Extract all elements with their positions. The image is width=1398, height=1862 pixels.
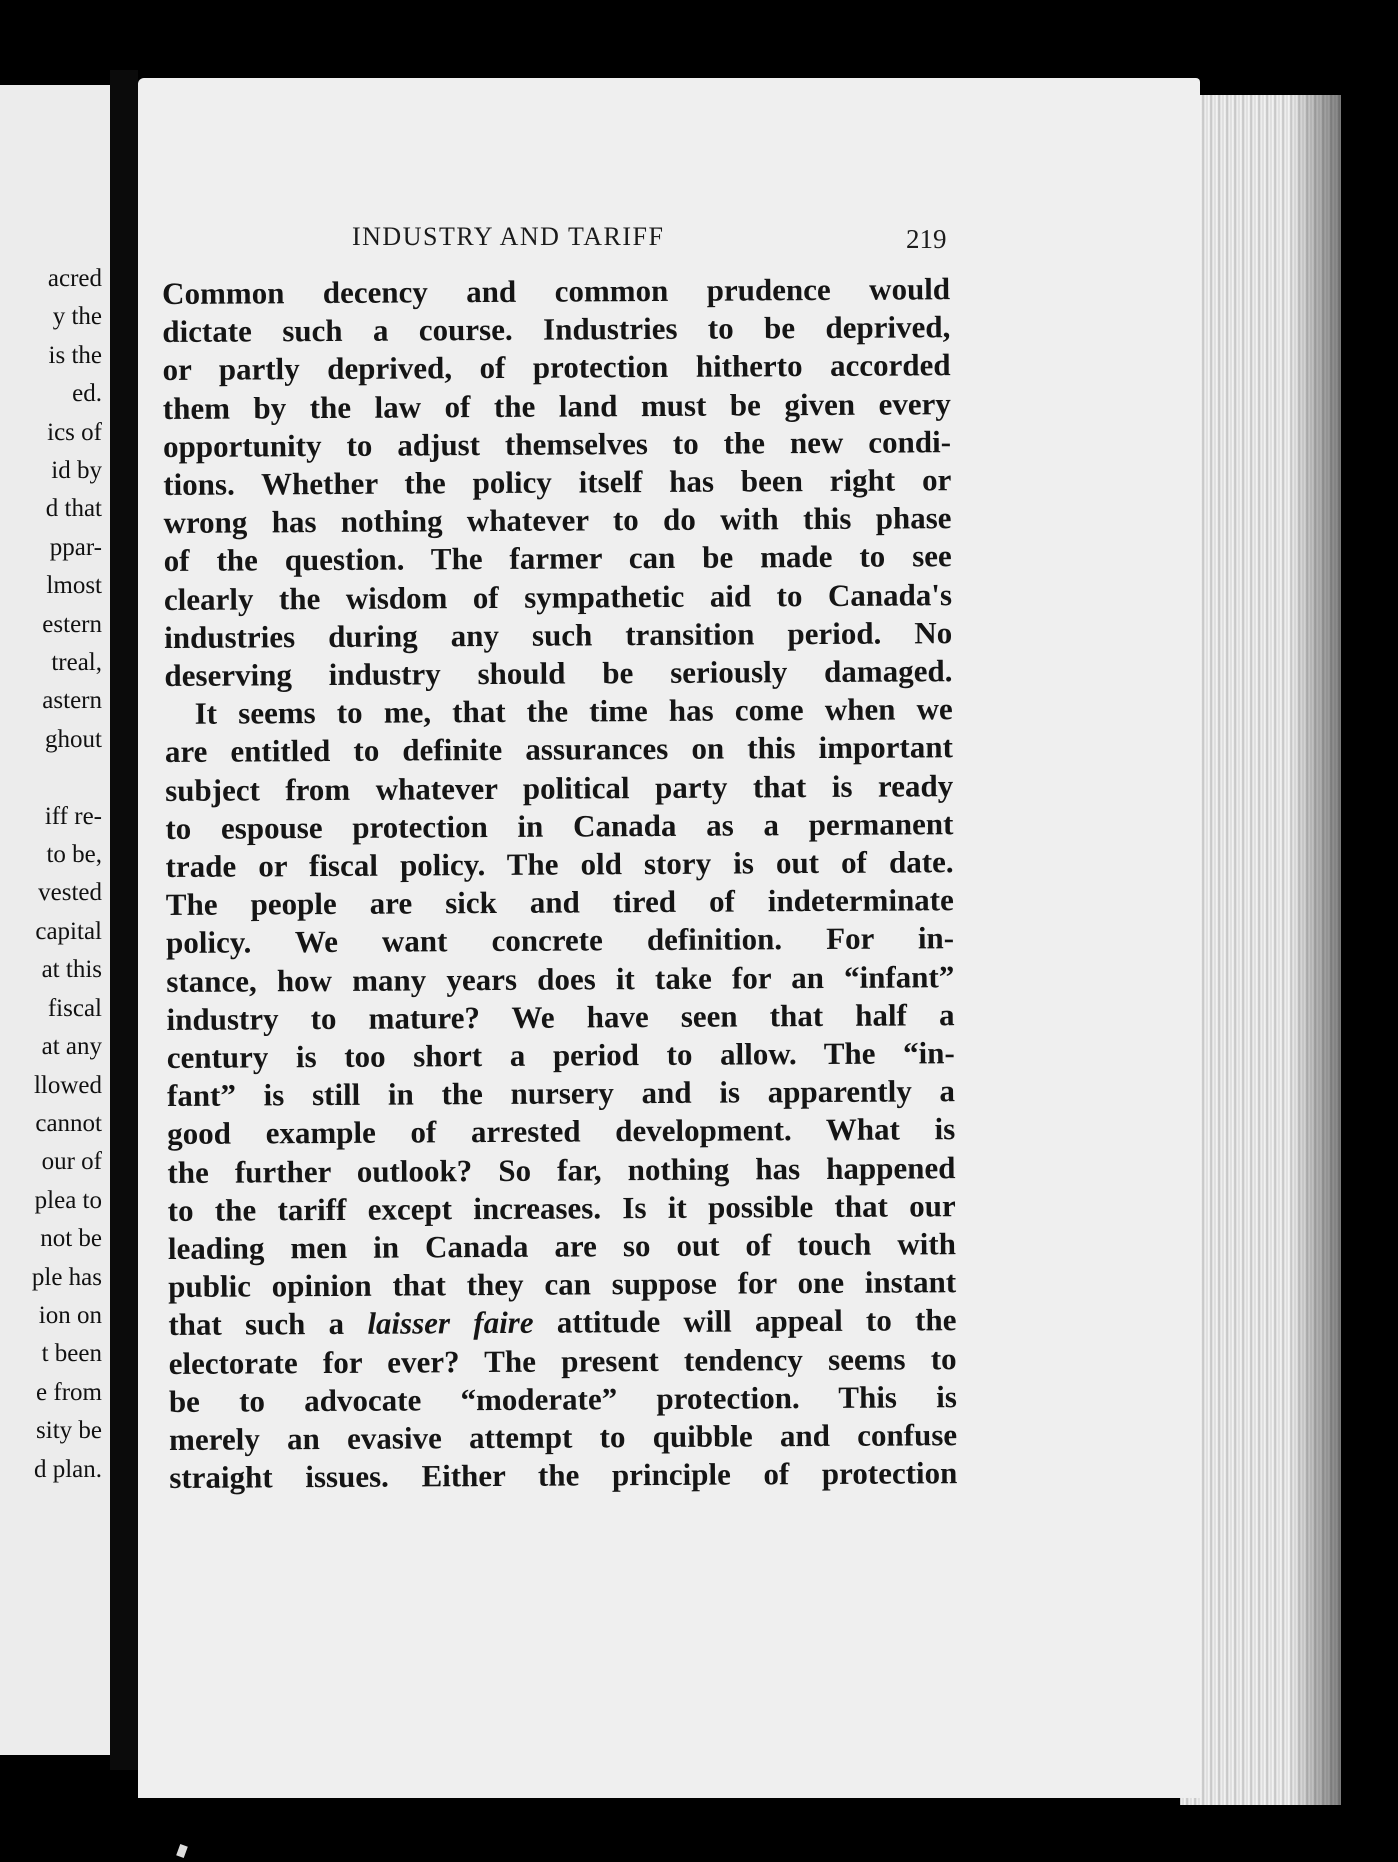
left-page-line: d plan. [33, 1455, 102, 1483]
text-line: leading men in Canada are so out of touch with [167, 1226, 957, 1267]
left-page-line: treal, [51, 649, 102, 677]
text-line: to the tariff except increases. Is it possible that our [167, 1188, 956, 1228]
text-line: are entitled to definite assurances on this important [164, 729, 954, 770]
text-line: be to advocate “moderate” protection. This is [168, 1379, 957, 1419]
left-page-line: t been [41, 1340, 102, 1368]
scan-speck [176, 1844, 188, 1858]
left-page-line: to be, [46, 841, 102, 869]
left-page-line: at this [41, 956, 102, 984]
text-line: straight issues. Either the principle of protection [169, 1455, 958, 1496]
text-line: industries during any such transition period. No [164, 615, 953, 655]
text-line: It seems to me, that the time has come when we [194, 691, 953, 732]
left-page-line: capital [35, 917, 102, 945]
left-page-line: e from [36, 1378, 102, 1406]
text-line: of the question. The farmer can be made to see [163, 538, 952, 579]
text-line: The people are sick and tired of indeterminate [165, 882, 954, 923]
text-line: good example of arrested development. What is [167, 1111, 956, 1152]
left-page-line: sity be [36, 1417, 102, 1445]
body-text [162, 270, 957, 1497]
text-line: electorate for ever? The present tendency seems to [168, 1340, 957, 1381]
text-line: stance, how many years does it take for an “infant” [166, 958, 955, 999]
text-line: deserving industry should be seriously damaged. [164, 653, 953, 694]
text-line: wrong has nothing whatever to do with this phase [163, 500, 952, 541]
left-page-line [0, 759, 102, 797]
text-line: them by the law of the land must be given every [162, 385, 951, 426]
text-line: trade or fiscal policy. The old story is out of date. [165, 844, 954, 885]
left-page-line: estern [42, 610, 102, 638]
left-page-text [0, 260, 102, 1489]
text-line: Common decency and common prudence would [162, 271, 951, 311]
text-line: public opinion that they can suppose for one instant [168, 1264, 957, 1305]
left-page-line: at any [41, 1033, 102, 1061]
left-page-line: our of [41, 1148, 102, 1176]
text-line: tions. Whether the policy itself has been right or [163, 462, 952, 503]
left-page-line: iff re- [44, 802, 102, 830]
text-line: fant” is still in the nursery and is apparently a [166, 1073, 956, 1114]
left-page-line: id by [51, 457, 102, 485]
text-line: opportunity to adjust themselves to the new condi- [162, 423, 952, 464]
running-head: INDUSTRY AND TARIFF [352, 222, 665, 251]
left-page-line: fiscal [47, 994, 102, 1022]
left-facing-page [0, 85, 110, 1755]
left-page-line: astern [42, 687, 102, 715]
left-page-line: lmost [46, 572, 102, 600]
left-page-line: ghout [45, 725, 102, 753]
left-page-line: vested [38, 879, 102, 907]
text-line: that such a laisser faire attitude will appeal to the [168, 1302, 957, 1343]
text-line: clearly the wisdom of sympathetic aid to Canada's [163, 576, 953, 617]
page-number: 219 [906, 224, 947, 254]
left-page-line: ion on [38, 1301, 102, 1329]
left-page-line: d that [45, 495, 102, 523]
text-line: or partly deprived, of protection hitherto accorded [162, 347, 951, 388]
text-line: dictate such a course. Industries to be deprived, [162, 309, 951, 350]
left-page-line: y the [52, 303, 102, 331]
text-line: the further outlook? So far, nothing has happened [167, 1149, 956, 1190]
book-gutter [110, 70, 138, 1770]
left-page-line: llowed [33, 1071, 102, 1099]
text-line: subject from whatever political party that is ready [165, 767, 954, 808]
text-line: policy. We want concrete definition. For in- [165, 920, 955, 961]
left-page-line: acred [47, 265, 102, 292]
left-page-line: is the [48, 341, 102, 369]
left-page-line: ed. [72, 380, 102, 408]
left-page-line: ple has [31, 1263, 102, 1291]
text-line: to espouse protection in Canada as a permanent [165, 806, 954, 846]
text-line: merely an evasive attempt to quibble and confuse [169, 1417, 958, 1458]
text-line: century is too short a period to allow. The “in- [166, 1035, 955, 1076]
page-edge-shadow [1290, 95, 1350, 1805]
left-page-line: ppar- [49, 533, 102, 561]
left-page-line: cannot [35, 1109, 102, 1137]
left-page-line: plea to [34, 1186, 102, 1214]
left-page-line: ics of [47, 418, 102, 446]
text-line: industry to mature? We have seen that half a [166, 997, 955, 1037]
italic-phrase: laisser faire [367, 1305, 534, 1342]
left-page-line: not be [40, 1225, 102, 1253]
